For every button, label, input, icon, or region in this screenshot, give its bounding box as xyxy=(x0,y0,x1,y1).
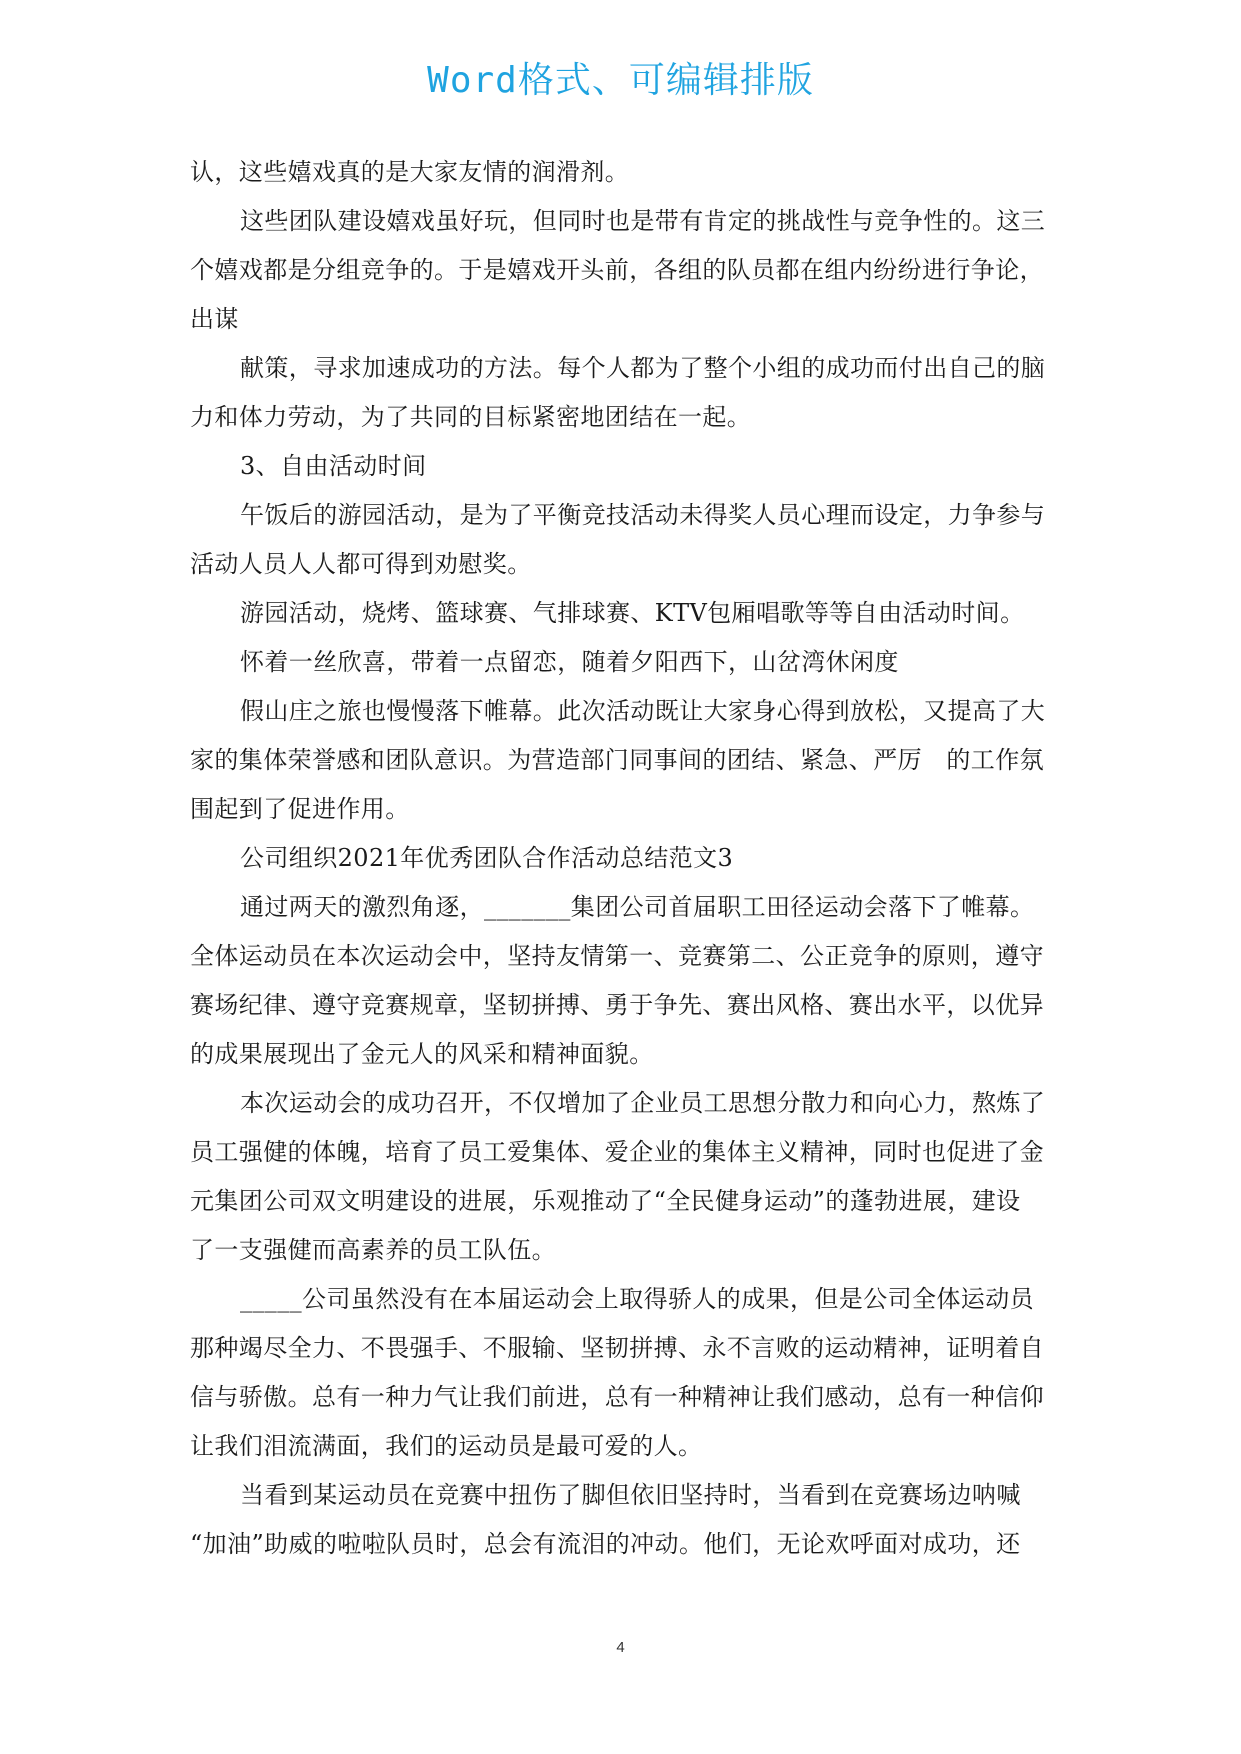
body-line: 让我们泪流满面，我们的运动员是最可爱的人。 xyxy=(190,1432,703,1460)
body-line: 那种竭尽全力、不畏强手、不服输、坚韧拼搏、永不言败的运动精神，证明着自 xyxy=(190,1334,1044,1362)
body-line: 个嬉戏都是分组竞争的。于是嬉戏开头前，各组的队员都在组内纷纷进行争论， xyxy=(190,256,1044,284)
body-line: 认，这些嬉戏真的是大家友情的润滑剂。 xyxy=(190,158,630,186)
body-line: 了一支强健而高素养的员工队伍。 xyxy=(190,1236,556,1264)
body-line: 全体运动员在本次运动会中，坚持友情第一、竞赛第二、公正竞争的原则，遵守 xyxy=(190,942,1044,970)
body-line: 的成果展现出了金元人的风采和精神面貌。 xyxy=(190,1040,654,1068)
body-line: 怀着一丝欣喜，带着一点留恋，随着夕阳西下，山岔湾休闲度 xyxy=(240,648,899,676)
body-line: 假山庄之旅也慢慢落下帷幕。此次活动既让大家身心得到放松，又提高了大 xyxy=(240,697,1046,725)
header-title: Word格式、可编辑排版 xyxy=(427,60,814,101)
body-line: 这些团队建设嬉戏虽好玩，但同时也是带有肯定的挑战性与竞争性的。这三 xyxy=(240,207,1046,235)
body-line: 献策，寻求加速成功的方法。每个人都为了整个小组的成功而付出自己的脑 xyxy=(240,354,1046,382)
body-line: 员工强健的体魄，培育了员工爱集体、爱企业的集体主义精神，同时也促进了金 xyxy=(190,1138,1044,1166)
body-line: 家的集体荣誉感和团队意识。为营造部门同事间的团结、紧急、严厉 的工作氛 xyxy=(190,746,1044,774)
body-line: 本次运动会的成功召开，不仅增加了企业员工思想分散力和向心力，熬炼了 xyxy=(240,1089,1046,1117)
page-number: 4 xyxy=(616,1639,625,1656)
body-line: 午饭后的游园活动，是为了平衡竞技活动未得奖人员心理而设定，力争参与 xyxy=(240,501,1046,529)
body-line: “加油”助威的啦啦队员时，总会有流泪的冲动。他们，无论欢呼面对成功，还 xyxy=(190,1530,1021,1558)
body-line: 出谋 xyxy=(190,305,239,333)
body-line: 围起到了促进作用。 xyxy=(190,795,410,823)
body-line: 力和体力劳动，为了共同的目标紧密地团结在一起。 xyxy=(190,403,752,431)
body-line: _____公司虽然没有在本届运动会上取得骄人的成果，但是公司全体运动员 xyxy=(240,1285,1034,1313)
body-line: 游园活动，烧烤、篮球赛、气排球赛、KTV包厢唱歌等等自由活动时间。 xyxy=(240,599,1025,627)
section-heading: 公司组织2021年优秀团队合作活动总结范文3 xyxy=(240,844,734,872)
body-line: 3、自由活动时间 xyxy=(240,452,427,480)
body-line: 元集团公司双文明建设的进展，乐观推动了“全民健身运动”的蓬勃进展，建设 xyxy=(190,1187,1021,1215)
body-line: 信与骄傲。总有一种力气让我们前进，总有一种精神让我们感动，总有一种信仰 xyxy=(190,1383,1044,1411)
body-line: 活动人员人人都可得到劝慰奖。 xyxy=(190,550,532,578)
body-line: 通过两天的激烈角逐，_______集团公司首届职工田径运动会落下了帷幕。 xyxy=(240,893,1035,921)
body-line: 当看到某运动员在竞赛中扭伤了脚但依旧坚持时，当看到在竞赛场边呐喊 xyxy=(240,1481,1021,1509)
body-line: 赛场纪律、遵守竞赛规章，坚韧拼搏、勇于争先、赛出风格、赛出水平，以优异 xyxy=(190,991,1044,1019)
